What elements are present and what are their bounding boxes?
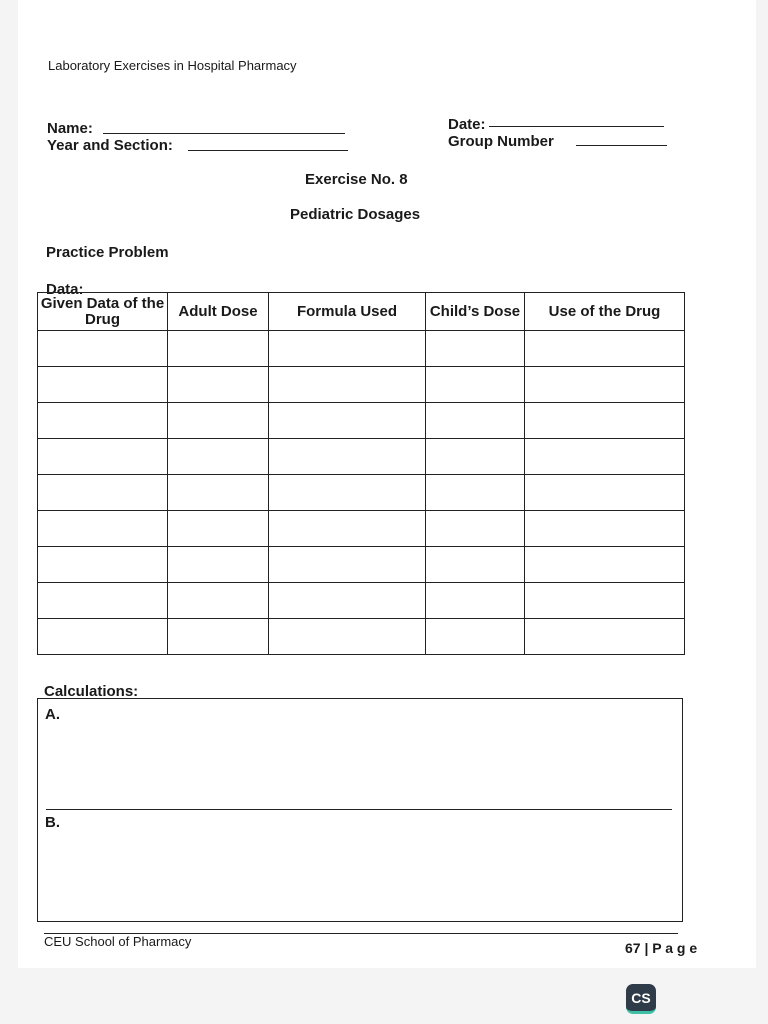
table-row (38, 403, 685, 439)
part-b-label: B. (45, 814, 60, 831)
table-cell[interactable] (426, 475, 525, 511)
table-cell[interactable] (168, 403, 269, 439)
camscanner-logo-icon: CS (626, 984, 656, 1014)
table-cell[interactable] (525, 511, 685, 547)
table-cell[interactable] (269, 439, 426, 475)
table-cell[interactable] (525, 439, 685, 475)
table-row (38, 367, 685, 403)
table-row (38, 475, 685, 511)
document-header: Laboratory Exercises in Hospital Pharmacy (48, 58, 297, 73)
table-cell[interactable] (426, 547, 525, 583)
table-cell[interactable] (38, 331, 168, 367)
table-cell[interactable] (269, 583, 426, 619)
calculations-box[interactable] (37, 698, 683, 922)
table-cell[interactable] (525, 367, 685, 403)
footer-school: CEU School of Pharmacy (44, 934, 192, 949)
data-table (37, 292, 685, 655)
table-cell[interactable] (269, 403, 426, 439)
practice-problem-heading: Practice Problem (46, 244, 169, 261)
table-cell[interactable] (168, 511, 269, 547)
name-label: Name: (47, 120, 93, 137)
table-cell[interactable] (38, 583, 168, 619)
table-cell[interactable] (525, 403, 685, 439)
column-header-formula-used: Formula Used (269, 293, 426, 331)
table-row (38, 511, 685, 547)
group-number-field-line[interactable] (576, 145, 667, 146)
column-header-childs-dose: Child’s Dose (426, 293, 525, 331)
table-row (38, 619, 685, 655)
data-label: Data: (46, 281, 84, 298)
table-cell[interactable] (525, 583, 685, 619)
table-cell[interactable] (38, 367, 168, 403)
table-cell[interactable] (426, 583, 525, 619)
exercise-number: Exercise No. 8 (305, 171, 408, 188)
table-row (38, 583, 685, 619)
table-cell[interactable] (38, 511, 168, 547)
page-number: 67 | P a g e (625, 940, 698, 956)
table-cell[interactable] (168, 547, 269, 583)
year-section-label: Year and Section: (47, 137, 173, 154)
table-cell[interactable] (426, 331, 525, 367)
table-cell[interactable] (426, 403, 525, 439)
table-body (38, 331, 685, 655)
part-a-label: A. (45, 706, 60, 723)
table-cell[interactable] (269, 331, 426, 367)
table-cell[interactable] (168, 367, 269, 403)
column-header-adult-dose: Adult Dose (168, 293, 269, 331)
table-cell[interactable] (168, 475, 269, 511)
table-cell[interactable] (168, 583, 269, 619)
table-cell[interactable] (426, 511, 525, 547)
table-cell[interactable] (269, 367, 426, 403)
table-cell[interactable] (38, 547, 168, 583)
calculations-divider (46, 809, 672, 810)
table-cell[interactable] (426, 439, 525, 475)
calculations-label: Calculations: (44, 683, 139, 700)
table-row (38, 331, 685, 367)
table-cell[interactable] (269, 511, 426, 547)
table-cell[interactable] (269, 475, 426, 511)
table-cell[interactable] (269, 619, 426, 655)
date-label: Date: (448, 116, 486, 133)
table-cell[interactable] (38, 475, 168, 511)
table-cell[interactable] (168, 619, 269, 655)
year-section-field-line[interactable] (188, 150, 348, 151)
group-number-label: Group Number (448, 133, 554, 150)
table-header-row (38, 293, 685, 331)
table-cell[interactable] (525, 547, 685, 583)
table-cell[interactable] (269, 547, 426, 583)
exercise-title: Pediatric Dosages (290, 206, 421, 223)
date-field-line[interactable] (489, 126, 664, 127)
table-cell[interactable] (168, 439, 269, 475)
table-cell[interactable] (426, 367, 525, 403)
table-cell[interactable] (38, 403, 168, 439)
column-header-use-of-drug: Use of the Drug (525, 293, 685, 331)
table-cell[interactable] (168, 331, 269, 367)
table-cell[interactable] (525, 619, 685, 655)
name-field-line[interactable] (103, 133, 345, 134)
table-cell[interactable] (525, 475, 685, 511)
table-cell[interactable] (426, 619, 525, 655)
table-cell[interactable] (525, 331, 685, 367)
table-cell[interactable] (38, 439, 168, 475)
column-header-given-data: Given Data of the Drug (38, 293, 168, 331)
table-cell[interactable] (38, 619, 168, 655)
table-row (38, 547, 685, 583)
table-row (38, 439, 685, 475)
